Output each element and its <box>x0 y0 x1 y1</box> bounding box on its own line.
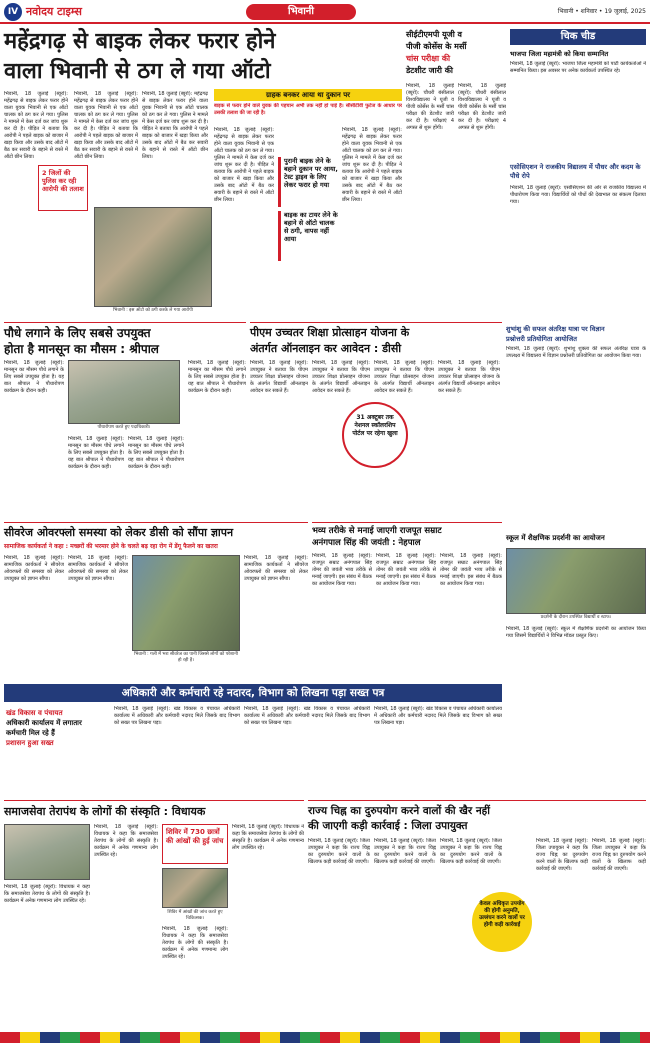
sewer-photo-caption: भिवानी : गली में भरा सीवरेज का पानी जिससे लोगों को परेशानी हो रही है। <box>134 652 238 663</box>
plant-body-col-1: भिवानी, 18 जुलाई (ब्यूरो): मानसून का मौसम पौधे लगाने के लिए सबसे उपयुक्त होता है। यह बात श्रीपाल ने पौधारोपण कार्यक्रम के दौरान कही। <box>4 360 64 394</box>
terapanth-body-col-3: भिवानी, 18 जुलाई (ब्यूरो): विधायक ने कहा कि समाजसेवा तेरापंथ के लोगों की संस्कृति है। कार्यक्रम में अनेक गणमान्य लोग उपस्थित रहे। <box>162 926 228 960</box>
plant-body-col-3: भिवानी, 18 जुलाई (ब्यूरो): मानसून का मौसम पौधे लगाने के लिए सबसे उपयुक्त होता है। यह बात श्रीपाल ने पौधारोपण कार्यक्रम के दौरान कही। <box>128 436 184 470</box>
plant-body-col-2: भिवानी, 18 जुलाई (ब्यूरो): मानसून का मौसम पौधे लगाने के लिए सबसे उपयुक्त होता है। यह बात श्रीपाल ने पौधारोपण कार्यक्रम के दौरान कही। <box>68 436 124 470</box>
ps-body: भिवानी, 18 जुलाई (ब्यूरो): एसोसिएशन की ओर से राजकीय विद्यालय में पौधारोपण किया गया। विद्यार्थियों को पौधों की देखभाल का संकल्प दिलाया गया। <box>510 185 646 205</box>
officials-body-col-3: भिवानी, 18 जुलाई (ब्यूरो): खंड विकास व पंचायत अधिकारी कार्यालय में अधिकारी और कर्मचारी नदारद मिले जिसके बाद विभाग को सख्त पत्र लिखना पड़ा। <box>374 706 502 726</box>
space-headline-2: प्रश्नोत्तरी प्रतियोगिता आयोजित <box>506 335 577 343</box>
nepal-body-col-2: भिवानी, 18 जुलाई (ब्यूरो): राजपूत सम्राट अनंगपाल सिंह तोमर की जयंती भव्य तरीके से मनाई जाएगी। इस संबंध में बैठक का आयोजन किया गया। <box>376 553 436 587</box>
terapanth-photo-2 <box>162 868 228 908</box>
space-body: भिवानी, 18 जुलाई (ब्यूरो): शुभांशु शुक्ला की सफल अंतरिक्ष यात्रा के उपलक्ष्य में विद्यालय में विज्ञान प्रश्नोत्तरी प्रतियोगिता का आयोजन किया गया। <box>506 346 646 359</box>
scheme-headline-1: पीएम उच्चतर शिक्षा प्रोत्साहन योजना के <box>250 326 410 339</box>
emblem-top-rule <box>308 800 646 801</box>
lead-highlight-body: बाइक से फरार होने वाले युवक की पहचान अभी तक नहीं हो पाई है। सीसीटीवी फुटेज के आधार पर उसकी तलाश की जा रही है। <box>214 103 402 116</box>
sewer-body-col-1: भिवानी, 18 जुलाई (ब्यूरो): सामाजिक कार्यकर्ता ने सीवरेज ओवरफ्लो की समस्या को लेकर उपायुक्त को ज्ञापन सौंपा। <box>4 555 64 582</box>
paper-name: नवोदय टाइम्स <box>26 5 82 18</box>
terapanth-body-col-2: भिवानी, 18 जुलाई (ब्यूरो): विधायक ने कहा कि समाजसेवा तेरापंथ के लोगों की संस्कृति है। कार्यक्रम में अनेक गणमान्य लोग उपस्थित रहे। <box>94 824 158 858</box>
emblem-body-col-5: भिवानी, 18 जुलाई (ब्यूरो): जिला उपायुक्त ने कहा कि राज्य चिह्न का दुरुपयोग करने वालों के खिलाफ कड़ी कार्रवाई की जाएगी। <box>592 838 646 872</box>
edition-tag: भिवानी <box>246 4 356 20</box>
officials-subhead-1: खंड विकास व पंचायत <box>6 709 63 717</box>
exam-headline-3: चांस परीक्षा की <box>406 54 451 63</box>
sewer-headline: सीवरेज ओवरफ्लो समस्या को लेकर डीसी को सौंपा ज्ञापन <box>4 526 234 539</box>
sewer-photo <box>132 555 240 651</box>
officials-story <box>4 684 502 796</box>
sewer-story <box>4 522 308 680</box>
scheme-body-col-3: भिवानी, 18 जुलाई (ब्यूरो): उपायुक्त ने बताया कि पीएम उच्चतर शिक्षा प्रोत्साहन योजना के अंतर्गत विद्यार्थी ऑनलाइन आवेदन कर सकते हैं। <box>374 360 434 394</box>
school-expo-photo <box>506 548 646 614</box>
ps-headline: एसोसिएशन ने राजकीय विद्यालय में पौधर और कदम के पौधे रोपे <box>510 163 641 180</box>
chikchik-section <box>510 27 646 319</box>
terapanth-body-col-1: भिवानी, 18 जुलाई (ब्यूरो): विधायक ने कहा कि समाजसेवा तेरापंथ के लोगों की संस्कृति है। कार्यक्रम में अनेक गणमान्य लोग उपस्थित रहे। <box>4 884 90 904</box>
scheme-story <box>250 322 502 520</box>
plant-body-col-4: भिवानी, 18 जुलाई (ब्यूरो): मानसून का मौसम पौधे लगाने के लिए सबसे उपयुक्त होता है। यह बात श्रीपाल ने पौधारोपण कार्यक्रम के दौरान कही। <box>188 360 246 394</box>
exam-body-col-1: भिवानी, 18 जुलाई (ब्यूरो): चौधरी बंसीलाल विश्वविद्यालय ने यूजी व पीजी कोर्सेस के मर्सी चांस परीक्षा की डेटशीट जारी कर दी है। परीक्षाएं 4 अगस्त से शुरू होंगी। <box>406 83 454 131</box>
footer-color-bar <box>0 1032 650 1043</box>
officials-subhead-4: प्रशासन हुआ सख्त <box>6 739 54 747</box>
page-number-badge: IV <box>4 3 22 21</box>
nepal-headline-2: अनंगपाल सिंह की जयंती : नेहपाल <box>312 538 421 548</box>
space-story <box>506 322 646 532</box>
school-expo-photo-caption: प्रदर्शनी के दौरान उपस्थित विद्यार्थी व स्टाफ। <box>540 615 612 620</box>
exam-headline-1: सीईटीएमपी यूजी व <box>406 30 463 39</box>
scheme-top-rule <box>250 322 502 323</box>
lead-headline-1: महेंद्रगढ़ से बाइक लेकर फरार होने <box>4 29 276 54</box>
officials-subhead-box <box>4 706 108 792</box>
officials-banner: अधिकारी और कर्मचारी रहे नदारद, विभाग को लिखना पड़ा सख्त पत्र <box>4 684 502 702</box>
lead-point-2: बाइक का टायर लेने के बहाने से ऑटो चालक से ठगी, वापस नहीं आया <box>278 211 338 261</box>
lead-point-1: पुरानी बाइक लेने के बहाने दुकान पर आया, टेस्ट ड्राइव के लिए लेकर फरार हो गया <box>278 157 338 207</box>
plant-headline-2: होता है मानसून का मौसम : श्रीपाल <box>4 342 159 356</box>
terapanth-body-col-4: भिवानी, 18 जुलाई (ब्यूरो): विधायक ने कहा कि समाजसेवा तेरापंथ के लोगों की संस्कृति है। कार्यक्रम में अनेक गणमान्य लोग उपस्थित रहे। <box>232 824 304 851</box>
emblem-body-col-4: भिवानी, 18 जुलाई (ब्यूरो): जिला उपायुक्त ने कहा कि राज्य चिह्न का दुरुपयोग करने वालों के खिलाफ कड़ी कार्रवाई की जाएगी। <box>536 838 588 872</box>
nepal-top-rule <box>312 522 502 523</box>
scheme-headline-2: अंतर्गत ऑनलाइन कर आवेदन : डीसी <box>250 342 402 355</box>
school-expo-body: भिवानी, 18 जुलाई (ब्यूरो): स्कूल में शैक्षणिक प्रदर्शनी का आयोजन किया गया जिसमें विद्यार्थियों ने विभिन्न मॉडल प्रस्तुत किए। <box>506 626 646 639</box>
emblem-body-col-1: भिवानी, 18 जुलाई (ब्यूरो): जिला उपायुक्त ने कहा कि राज्य चिह्न का दुरुपयोग करने वालों के खिलाफ कड़ी कार्रवाई की जाएगी। <box>308 838 370 865</box>
plant-photo-caption: पौधारोपण करते हुए पदाधिकारी। <box>97 425 151 430</box>
school-expo-headline: स्कूल में शैक्षणिक प्रदर्शनी का आयोजन <box>506 534 605 542</box>
sewer-body-col-2: भिवानी, 18 जुलाई (ब्यूरो): सामाजिक कार्यकर्ता ने सीवरेज ओवरफ्लो की समस्या को लेकर उपायुक्त को ज्ञापन सौंपा। <box>68 555 128 582</box>
school-expo-story <box>506 534 646 844</box>
exam-body-col-2: भिवानी, 18 जुलाई (ब्यूरो): चौधरी बंसीलाल विश्वविद्यालय ने यूजी व पीजी कोर्सेस के मर्सी चांस परीक्षा की डेटशीट जारी कर दी है। परीक्षाएं 4 अगस्त से शुरू होंगी। <box>458 83 506 131</box>
nepal-body-col-1: भिवानी, 18 जुलाई (ब्यूरो): राजपूत सम्राट अनंगपाल सिंह तोमर की जयंती भव्य तरीके से मनाई जाएगी। इस संबंध में बैठक का आयोजन किया गया। <box>312 553 372 587</box>
emblem-body-col-3: भिवानी, 18 जुलाई (ब्यूरो): जिला उपायुक्त ने कहा कि राज्य चिह्न का दुरुपयोग करने वालों के खिलाफ कड़ी कार्रवाई की जाएगी। <box>440 838 502 865</box>
lead-photo <box>94 207 212 307</box>
scheme-body-col-4: भिवानी, 18 जुलाई (ब्यूरो): उपायुक्त ने बताया कि पीएम उच्चतर शिक्षा प्रोत्साहन योजना के अंतर्गत विद्यार्थी ऑनलाइन आवेदन कर सकते हैं। <box>438 360 500 394</box>
chikchik-headline: भाजपा जिला महामंत्री को किया सम्मानित <box>510 50 609 58</box>
emblem-callout: केवल अधिकृत उपयोग की होगी अनुमति, उल्लंघन करने वालों पर होगी कड़ी कार्रवाई <box>472 892 532 952</box>
terapanth-top-rule <box>4 800 304 801</box>
terapanth-box: शिविर में 730 छात्रों की आंखों की हुई जांच <box>162 824 228 864</box>
lead-sub-box: 2 जिलों की पुलिस कर रही आरोपी की तलाश <box>38 165 88 211</box>
chikchik-body: भिवानी, 18 जुलाई (ब्यूरो): भाजपा जिला महामंत्री को पार्टी कार्यकर्ताओं ने सम्मानित किया। इस अवसर पर अनेक कार्यकर्ता उपस्थित रहे। <box>510 61 646 74</box>
lead-photo-caption: भिवानी : इस ऑटो को ठगी करके ले गया आरोपी <box>113 308 193 313</box>
scheme-body-col-2: भिवानी, 18 जुलाई (ब्यूरो): उपायुक्त ने बताया कि पीएम उच्चतर शिक्षा प्रोत्साहन योजना के अंतर्गत विद्यार्थी ऑनलाइन आवेदन कर सकते हैं। <box>312 360 370 394</box>
exam-headline-2: पीजी कोर्सेस के मर्सी <box>406 42 467 51</box>
lead-body-col-3: भिवानी, 18 जुलाई (ब्यूरो): महेंद्रगढ़ से बाइक लेकर फरार होने वाला युवक भिवानी से एक ऑटो चालक को ठग कर ले गया। पुलिस ने मामले में केस दर्ज कर जांच शुरू कर दी है। पीड़ित ने बताया कि आरोपी ने पहले बाइक को बाजार में खड़ा किया और उसके बाद ऑटो में बैठ कर सवारी के बहाने से रास्ते में ऑटो छीन लिया। <box>142 91 208 160</box>
officials-subhead-2: अधिकारी कार्यालय में लगातार <box>6 719 82 727</box>
nepal-body-col-3: भिवानी, 18 जुलाई (ब्यूरो): राजपूत सम्राट अनंगपाल सिंह तोमर की जयंती भव्य तरीके से मनाई जाएगी। इस संबंध में बैठक का आयोजन किया गया। <box>440 553 502 587</box>
sewer-subhead: सामाजिक कार्यकर्ता ने कहा : मच्छरों की भरमार होने के चलते बढ़ रहा रोग में डेंगू फैलने का खतरा <box>4 543 218 550</box>
plant-headline-1: पौधे लगाने के लिए सबसे उपयुक्त <box>4 326 151 340</box>
lead-headline-2: वाला भिवानी से ठग ले गया ऑटो <box>4 59 271 84</box>
scheme-callout: 31 अक्टूबर तक नेशनल स्कॉलरशिप पोर्टल पर रहेगा खुला <box>342 402 408 468</box>
lead-body-col-4: भिवानी, 18 जुलाई (ब्यूरो): महेंद्रगढ़ से बाइक लेकर फरार होने वाला युवक भिवानी से एक ऑटो चालक को ठग कर ले गया। पुलिस ने मामले में केस दर्ज कर जांच शुरू कर दी है। पीड़ित ने बताया कि आरोपी ने पहले बाइक को बाजार में खड़ा किया और उसके बाद ऑटो में बैठ कर सवारी के बहाने से रास्ते में ऑटो छीन लिया। <box>214 127 274 203</box>
exam-story <box>406 27 506 319</box>
terapanth-photo <box>4 824 90 880</box>
officials-subhead-3: कर्मचारी मिल रहे हैं <box>6 729 55 737</box>
lead-story <box>4 27 402 319</box>
sewer-body-col-3: भिवानी, 18 जुलाई (ब्यूरो): सामाजिक कार्यकर्ता ने सीवरेज ओवरफ्लो की समस्या को लेकर उपायुक्त को ज्ञापन सौंपा। <box>244 555 308 582</box>
plant-top-rule <box>4 322 246 323</box>
space-headline-1: शुभांशु की सफल अंतरिक्ष यात्रा पर विज्ञान <box>506 325 605 333</box>
officials-body-col-1: भिवानी, 18 जुलाई (ब्यूरो): खंड विकास व पंचायत अधिकारी कार्यालय में अधिकारी और कर्मचारी नदारद मिले जिसके बाद विभाग को सख्त पत्र लिखना पड़ा। <box>114 706 240 726</box>
emblem-headline-2: की जाएगी कड़ी कार्रवाई : जिला उपायुक्त <box>308 820 468 832</box>
scheme-body-col-1: भिवानी, 18 जुलाई (ब्यूरो): उपायुक्त ने बताया कि पीएम उच्चतर शिक्षा प्रोत्साहन योजना के अंतर्गत विद्यार्थी ऑनलाइन आवेदन कर सकते हैं। <box>250 360 308 394</box>
lead-body-col-5: भिवानी, 18 जुलाई (ब्यूरो): महेंद्रगढ़ से बाइक लेकर फरार होने वाला युवक भिवानी से एक ऑटो चालक को ठग कर ले गया। पुलिस ने मामले में केस दर्ज कर जांच शुरू कर दी है। पीड़ित ने बताया कि आरोपी ने पहले बाइक को बाजार में खड़ा किया और उसके बाद ऑटो में बैठ कर सवारी के बहाने से रास्ते में ऑटो छीन लिया। <box>342 127 402 203</box>
lead-body-col-2: भिवानी, 18 जुलाई (ब्यूरो): महेंद्रगढ़ से बाइक लेकर फरार होने वाला युवक भिवानी से एक ऑटो चालक को ठग कर ले गया। पुलिस ने मामले में केस दर्ज कर जांच शुरू कर दी है। पीड़ित ने बताया कि आरोपी ने पहले बाइक को बाजार में खड़ा किया और उसके बाद ऑटो में बैठ कर सवारी के बहाने से रास्ते में ऑटो छीन लिया। <box>74 91 138 160</box>
terapanth-headline: समाजसेवा तेरापंथ के लोगों की संस्कृति : विधायक <box>4 805 206 818</box>
plant-story <box>4 322 246 520</box>
chikchik-banner: चिक चीड <box>510 29 646 45</box>
emblem-story <box>308 800 646 1028</box>
nepal-story <box>312 522 502 680</box>
masthead <box>0 0 650 26</box>
terapanth-photo-caption: शिविर में आंखों की जांच करते हुए चिकित्सक। <box>167 910 223 921</box>
masthead-rule <box>0 22 650 24</box>
sewer-top-rule <box>4 522 308 523</box>
lead-highlight-strip: ग्राहक बनकर आया था दुकान पर <box>214 89 402 101</box>
plant-photo <box>68 360 180 424</box>
emblem-body-col-2: भिवानी, 18 जुलाई (ब्यूरो): जिला उपायुक्त ने कहा कि राज्य चिह्न का दुरुपयोग करने वालों के खिलाफ कड़ी कार्रवाई की जाएगी। <box>374 838 436 865</box>
date-line: भिवानी • शनिवार • 19 जुलाई, 2025 <box>557 8 646 15</box>
exam-headline-4: डेटशीट जारी की <box>406 66 453 75</box>
emblem-headline-1: राज्य चिह्न का दुरुपयोग करने वालों की खैर नहीं <box>308 805 490 817</box>
nepal-headline-1: भव्य तरीके से मनाई जाएगी राजपूत सम्राट <box>312 526 442 536</box>
lead-body-col-1: भिवानी, 18 जुलाई (ब्यूरो): महेंद्रगढ़ से बाइक लेकर फरार होने वाला युवक भिवानी से एक ऑटो चालक को ठग कर ले गया। पुलिस ने मामले में केस दर्ज कर जांच शुरू कर दी है। पीड़ित ने बताया कि आरोपी ने पहले बाइक को बाजार में खड़ा किया और उसके बाद ऑटो में बैठ कर सवारी के बहाने से रास्ते में ऑटो छीन लिया। <box>4 91 68 160</box>
officials-body-col-2: भिवानी, 18 जुलाई (ब्यूरो): खंड विकास व पंचायत अधिकारी कार्यालय में अधिकारी और कर्मचारी नदारद मिले जिसके बाद विभाग को सख्त पत्र लिखना पड़ा। <box>244 706 370 726</box>
terapanth-story <box>4 800 304 1028</box>
